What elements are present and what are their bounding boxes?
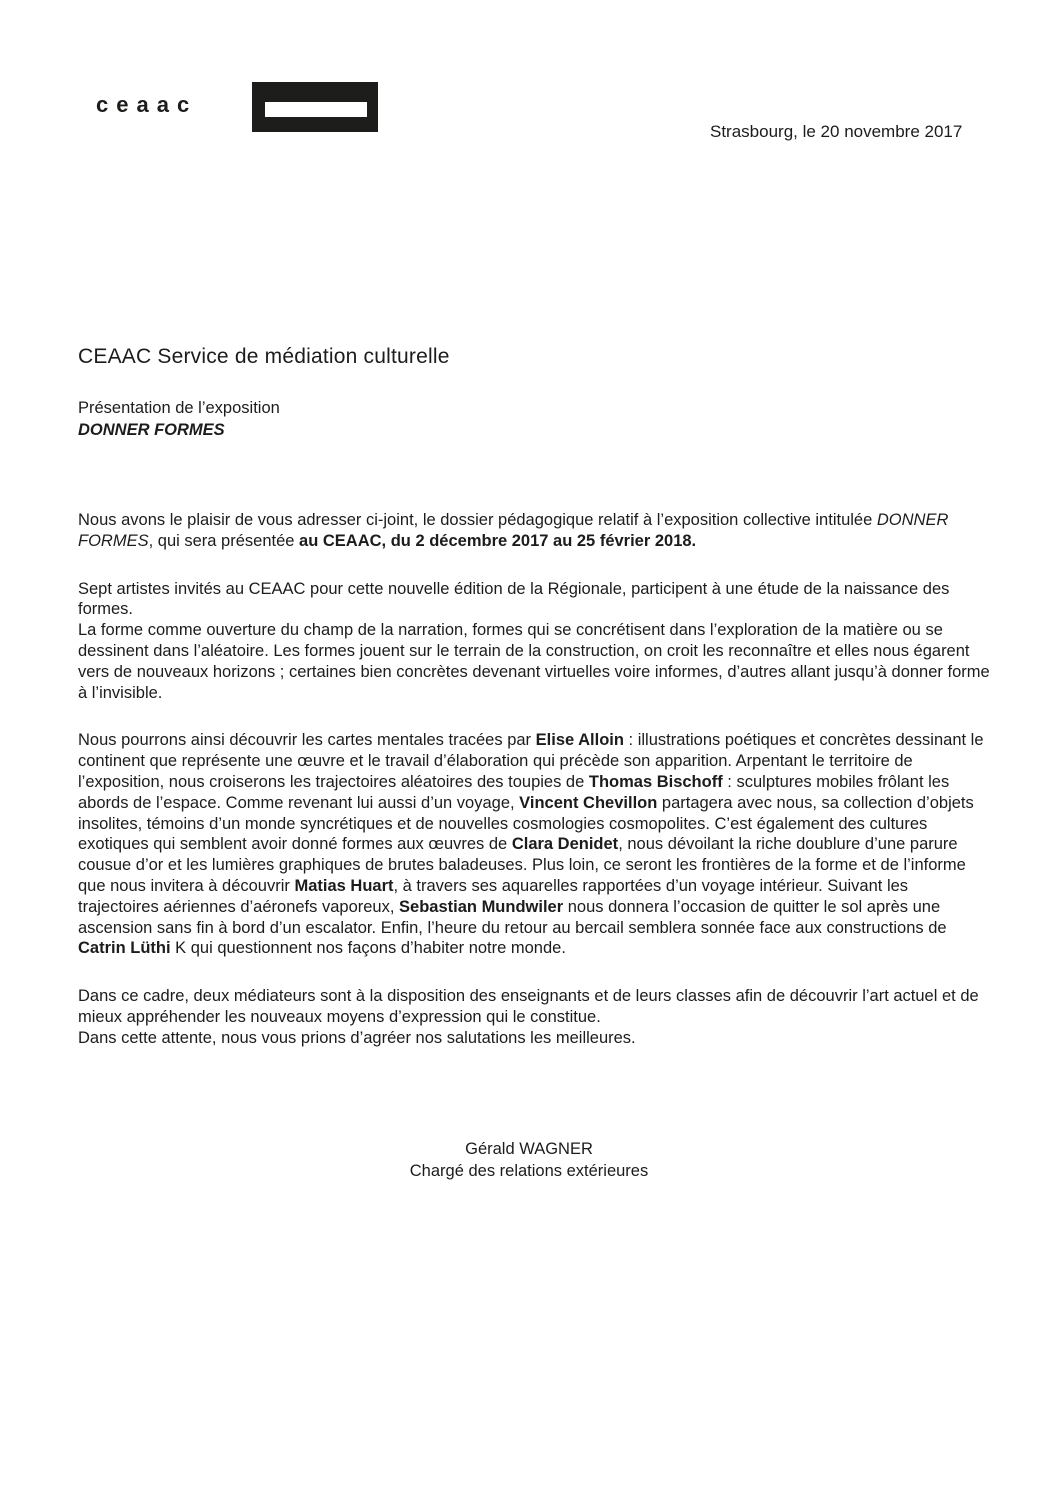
text-run: Elise Alloin <box>535 731 624 750</box>
text-run: Nous avons le plaisir de vous adresser ci-joint, le dossier pédagogique relatif à l’exposition collective intitulée <box>78 511 877 529</box>
text-run: Matias Huart <box>294 876 394 895</box>
exposition-subheading <box>78 397 280 441</box>
page-title: CEAAC Service de médiation culturelle <box>78 345 450 368</box>
exhibition-title: DONNER FORMES <box>78 421 225 439</box>
text-run: : sculptures mobiles frôlant les abords de l’espace. Comme revenant lui aussi d’un voyage, <box>78 772 950 812</box>
text-run: Sept artistes invités au CEAAC pour cette nouvelle édition de la Régionale, participent à une étude de la naissance des formes. <box>78 579 950 619</box>
letter-date-place: Strasbourg, le 20 novembre 2017 <box>710 122 963 141</box>
text-run: La forme comme ouverture du champ de la narration, formes qui se concrétisent dans l’exploration de la matière ou se dessinent dans l’aléatoire. Les formes jouent sur le terrain de la construction, on croit les reconnaître et elles nous égarent vers de nouveaux horizons ; certaines bien concrètes devenant virtuelles voire informes, d’autres allant jusqu’à donner forme à l’invisible. <box>78 621 990 702</box>
text-run: DONNER FORMES <box>78 511 949 550</box>
ceaac-logo-rectangle-icon <box>252 82 378 132</box>
signature-title: Chargé des relations extérieures <box>409 1161 649 1180</box>
text-run: au CEAAC, du 2 décembre 2017 au 25 février 2018. <box>299 531 697 550</box>
text-run: K qui questionnent nos façons d’habiter notre monde. <box>170 939 566 958</box>
text-run: , à travers ses aquarelles rapportées d’un voyage intérieur. Suivant les trajectoires aériennes d’aéronefs vaporeux, <box>78 876 909 916</box>
paragraph-artists <box>78 730 990 959</box>
paragraph-intro <box>78 510 990 552</box>
text-run: nous donnera l’occasion de quitter le sol après une ascension sans fin à bord d’un escalator. Enfin, l’heure du retour au bercail semblera sonnée face aux constructions de <box>78 897 947 937</box>
paragraph-theme <box>78 579 990 704</box>
text-run: , nous dévoilant la riche doublure d’une parure cousue d’or et les lumières graphiques de brutes baladeuses. Plus loin, ce seront les frontières de la forme et de l’informe que nous invitera à découvrir <box>78 835 966 895</box>
text-run: partagera avec nous, sa collection d’objets insolites, témoins d’un monde syncrétiques et de nouvelles cosmologies cosmopolites. C’est également des cultures exotiques qui semblent avoir donné formes aux œuvres de <box>78 793 974 854</box>
text-run: Nous pourrons ainsi découvrir les cartes mentales tracées par <box>78 731 536 750</box>
text-run: Catrin Lüthi <box>78 939 171 958</box>
text-run: , qui sera présentée <box>148 531 300 550</box>
ceaac-logo-rectangle-inner-bar <box>265 102 367 117</box>
text-run: Clara Denidet <box>511 835 619 854</box>
text-run: Thomas Bischoff <box>588 772 723 791</box>
presentation-label: Présentation de l’exposition <box>78 399 280 417</box>
text-run: Sebastian Mundwiler <box>399 897 564 916</box>
ceaac-logo-wordmark: ceaac <box>96 92 198 117</box>
signature-block <box>0 1139 1058 1182</box>
paragraph-closing <box>78 986 990 1048</box>
text-run: Dans ce cadre, deux médiateurs sont à la disposition des enseignants et de leurs classes afin de découvrir l’art actuel et de mieux appréhender les nouveaux moyens d’expression qui le constitue. <box>78 987 979 1026</box>
text-run: : illustrations poétiques et concrètes dessinant le continent que représente une œuvre et le travail d’élaboration qui précède son apparition. Arpentant le territoire de l’exposition, nous croiserons les trajectoires aléatoires des toupies de <box>78 731 984 791</box>
signature-name: Gérald WAGNER <box>465 1140 593 1158</box>
text-run: Dans cette attente, nous vous prions d’agréer nos salutations les meilleures. <box>78 1028 636 1047</box>
letter-body <box>78 510 990 1076</box>
text-run: Vincent Chevillon <box>519 793 658 812</box>
